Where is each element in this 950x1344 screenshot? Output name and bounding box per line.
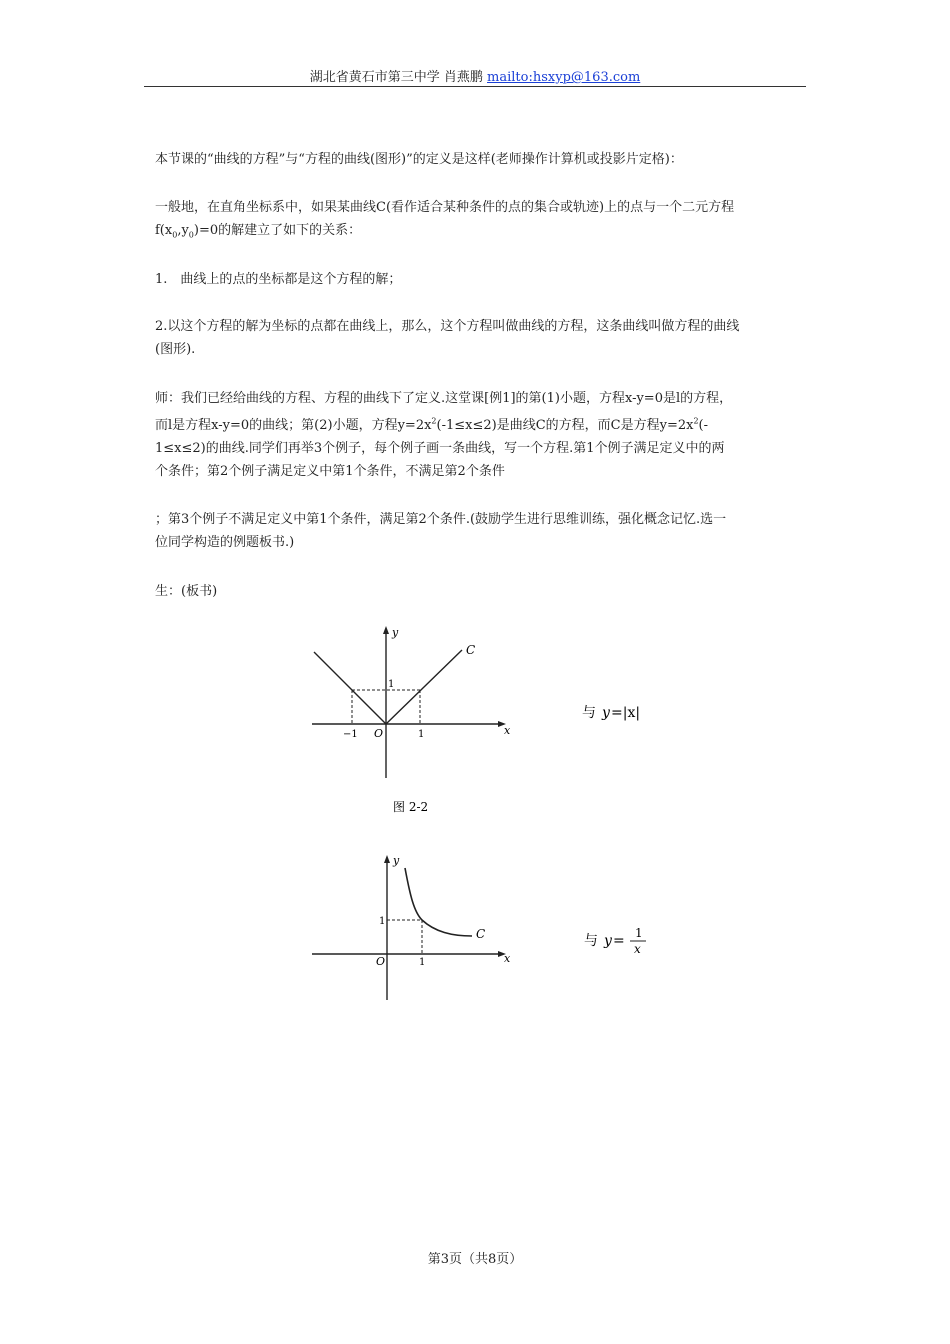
origin-label: O	[376, 955, 386, 968]
x-axis-label: x	[504, 724, 511, 737]
y-axis-arrow	[384, 855, 390, 863]
definition-item-1	[155, 268, 805, 291]
figure-abs-x-graph	[300, 620, 680, 820]
header-school: 湖北省黄石市第三中学	[309, 70, 440, 85]
curve-label: C	[476, 927, 486, 941]
paragraph-intro	[155, 148, 805, 171]
teacher-line-4: 个条件；第2个例子满足定义中第1个条件，不满足第2个条件	[155, 464, 505, 480]
figure-caption: 图 2-2	[393, 800, 429, 814]
x-axis-label: x	[504, 952, 511, 965]
teacher-line-1: 师：我们已经给曲线的方程、方程的曲线下了定义.这堂课[例1]的第(1)小题，方程x-y=0是l的方程，	[155, 391, 733, 406]
page-footer: 第3页（共8页）	[427, 1252, 523, 1267]
definition-line-2: $f(x_0,y_0)=0$的解建立了如下的关系：	[155, 223, 362, 240]
definition-item-2-line-2: (图形).	[155, 342, 196, 357]
curve-label: C	[466, 643, 476, 657]
equation-abs: =|x|	[611, 705, 641, 721]
equation-denominator: x	[634, 942, 641, 956]
tick-1-y: 1	[379, 916, 386, 927]
definition-item-2	[155, 315, 805, 361]
third-example-line-2: 位同学构造的例题板书.)	[155, 535, 295, 550]
y-axis-label: y	[393, 854, 400, 867]
equation-y: y	[604, 933, 612, 949]
header-author: 肖燕鹏	[443, 70, 483, 85]
equation-equals: =	[613, 933, 625, 949]
equation-prefix: 与	[584, 933, 598, 949]
definition-line-1: 一般地，在直角坐标系中，如果某曲线C(看作适合某种条件的点的集合或轨迹)上的点与一个二元方程	[155, 200, 735, 215]
tick-neg1: −1	[343, 729, 358, 740]
paragraph-teacher	[155, 387, 805, 483]
definition-item-2-line-1: 2.以这个方程的解为坐标的点都在曲线上，那么，这个方程叫做曲线的方程，这条曲线叫做方程的曲线	[155, 319, 740, 334]
tick-1-x: 1	[419, 957, 426, 968]
equation-numerator: 1	[635, 926, 643, 940]
tick-1-y: 1	[388, 679, 395, 690]
header-mail-link[interactable]: mailto:hsxyp@163.com	[487, 70, 641, 85]
tick-1-x: 1	[418, 729, 425, 740]
reciprocal-curve	[405, 868, 472, 936]
y-axis-label: y	[392, 626, 399, 639]
equation-prefix: 与	[582, 705, 596, 721]
student-text: 生：(板书)	[155, 584, 218, 599]
figure-abs-x	[300, 620, 680, 824]
teacher-line-3: 1≤x≤2)的曲线.同学们再举3个例子，每个例子画一条曲线，写一个方程.第1个例子满足定义中的两	[155, 441, 725, 457]
third-example-line-1: ；第3个例子不满足定义中第1个条件，满足第2个条件.(鼓励学生进行思维训练，强化概念记忆.选一	[155, 512, 727, 527]
definition-item-1-text: 1. 曲线上的点的坐标都是这个方程的解；	[155, 272, 402, 287]
paragraph-student	[155, 580, 805, 603]
paragraph-intro-text: 本节课的“曲线的方程”与“方程的曲线(图形)”的定义是这样(老师操作计算机或投影片定格)：	[155, 152, 683, 167]
page-header	[144, 66, 806, 87]
figure-reciprocal	[300, 850, 680, 1014]
figure-reciprocal-graph	[300, 850, 680, 1010]
origin-label: O	[374, 727, 384, 740]
equation-y: y	[602, 705, 610, 721]
paragraph-definition	[155, 196, 805, 247]
y-axis-arrow	[383, 626, 389, 634]
paragraph-third-example	[155, 508, 805, 554]
teacher-line-2: 而l是方程x-y=0的曲线；第(2)小题，方程$y=2x^2(-1\le x\le 2)$是曲线C的方程，而C是方程$y=2x^2(-$	[155, 417, 709, 434]
